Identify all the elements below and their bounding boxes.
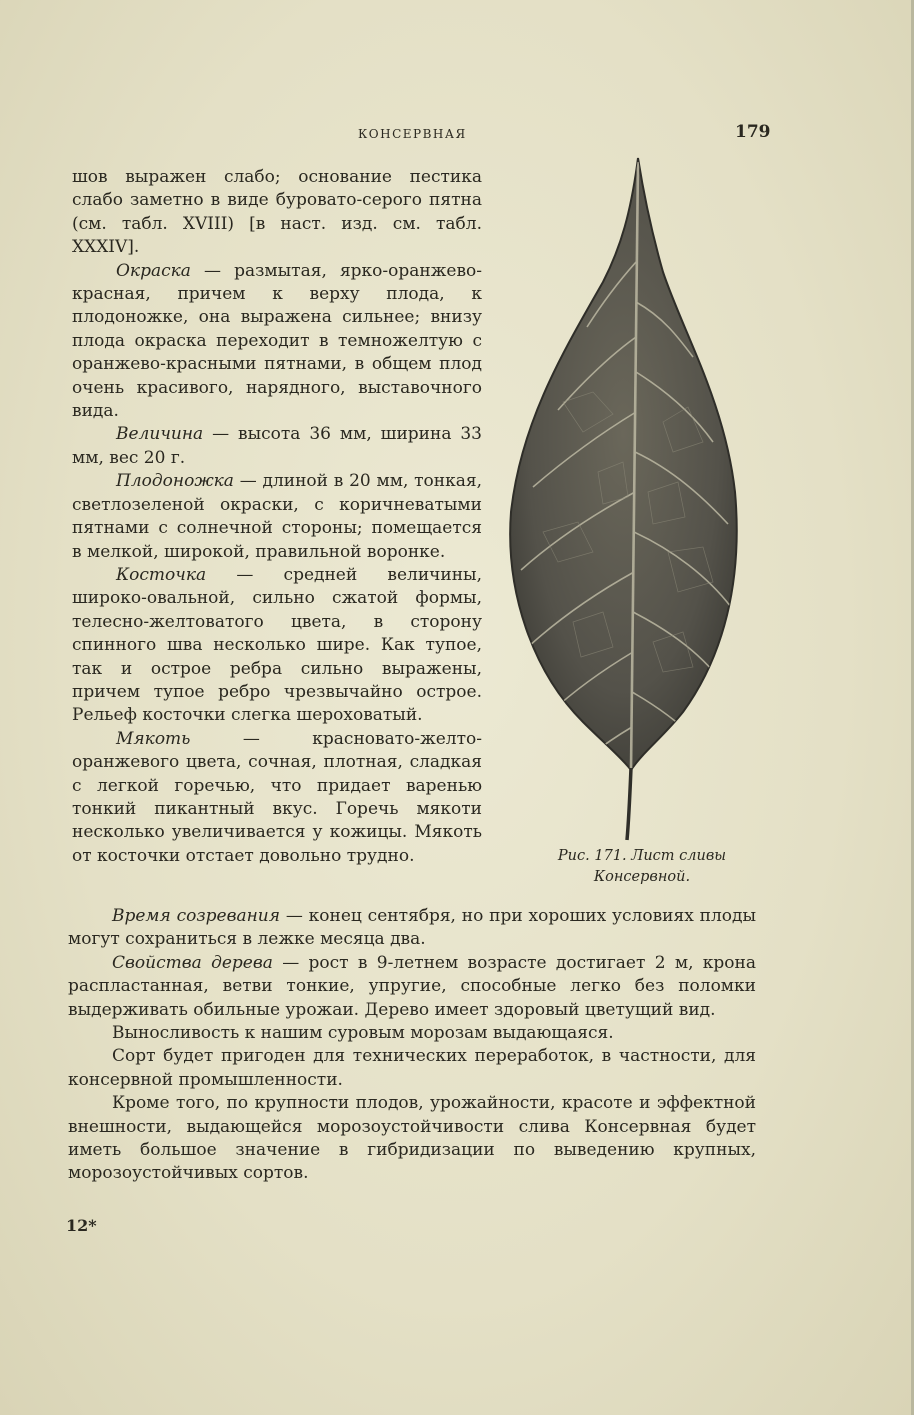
figure-caption — [522, 846, 762, 888]
paragraph-tree: Свойства дерева — рост в 9-летнем возрасте достигает 2 м, крона распластанная, ветви тонкие, упругие, способные легко без поломки выдерживать обильные урожаи. Дерево имеет здоровый цветущий вид. — [68, 952, 757, 1020]
term: Время созревания — [112, 906, 281, 926]
page-number: 179 — [735, 122, 771, 142]
column-text — [72, 166, 482, 868]
paragraph-size: Величина — высота 36 мм, ширина 33 мм, вес 20 г. — [72, 424, 482, 468]
paragraph-hardiness: Выносливость к нашим суровым морозам выдающаяся. — [112, 1023, 614, 1044]
term: Косточка — [116, 564, 207, 585]
term: Плодоножка — [116, 471, 234, 492]
paragraph-coloring: Окраска — размытая, ярко-оранжево-красная, причем к верху плода, к плодоножке, она выражена сильнее; внизу плода окраска переходит в темножелтую с оранжево-красными пятнами, в общем плод очень красивого, нарядного, выставочного вида. — [72, 260, 482, 422]
caption-line-1: Рис. 171. Лист сливы — [557, 848, 727, 864]
term: Величина — [116, 424, 204, 445]
plum-leaf-illustration — [503, 152, 743, 842]
paragraph-conclusion: Кроме того, по крупности плодов, урожайности, красоте и эффектной внешности, выдающейся морозоустойчивости слива Консервная будет иметь большое значение в гибридизации по выведению крупных, морозоустойчивых сортов. — [68, 1093, 756, 1184]
term: Окраска — [116, 260, 191, 281]
term: Мякоть — [116, 728, 191, 749]
signature-mark: 12* — [66, 1216, 97, 1235]
full-width-text — [68, 905, 756, 1186]
caption-line-2: Консервной. — [593, 869, 691, 885]
term: Свойства дерева — [112, 952, 273, 973]
paragraph-stalk: Плодоножка — длиной в 20 мм, тонкая, светлозеленой окраски, с коричневатыми пятнами с солнечной стороны; помещается в мелкой, широкой, правильной воронке. — [72, 471, 482, 562]
leaf-petiole — [627, 768, 631, 840]
paragraph-processing: Сорт будет пригоден для технических переработок, в частности, для консервной промышленности. — [68, 1046, 756, 1090]
paragraph-ripening: Время созревания — конец сентября, но при хороших условиях плоды могут сохраниться в лежке месяца два. — [68, 906, 756, 950]
paragraph-flesh: Мякоть — красновато-желто-оранжевого цвета, сочная, плотная, сладкая с легкой горечью, что придает варенью тонкий пикантный вкус. Горечь мякоти несколько увеличивается у кожицы. Мякоть от косточки отстает довольно трудно. — [72, 728, 482, 866]
paragraph-stone: Косточка — средней величины, широко-овальной, сильно сжатой формы, телесно-желтоватого цвета, в сторону спинного шва несколько шире. Как тупое, так и острое ребра сильно выражены, причем тупое ребро чрезвычайно острое. Рельеф косточки слегка шероховатый. — [72, 564, 482, 726]
running-title: КОНСЕРВНАЯ — [358, 127, 467, 141]
paragraph-continuation: шов выражен слабо; основание пестика слабо заметно в виде буровато-серого пятна (см. табл. XVIII) [в наст. изд. см. табл. XXXIV]. — [72, 167, 482, 258]
